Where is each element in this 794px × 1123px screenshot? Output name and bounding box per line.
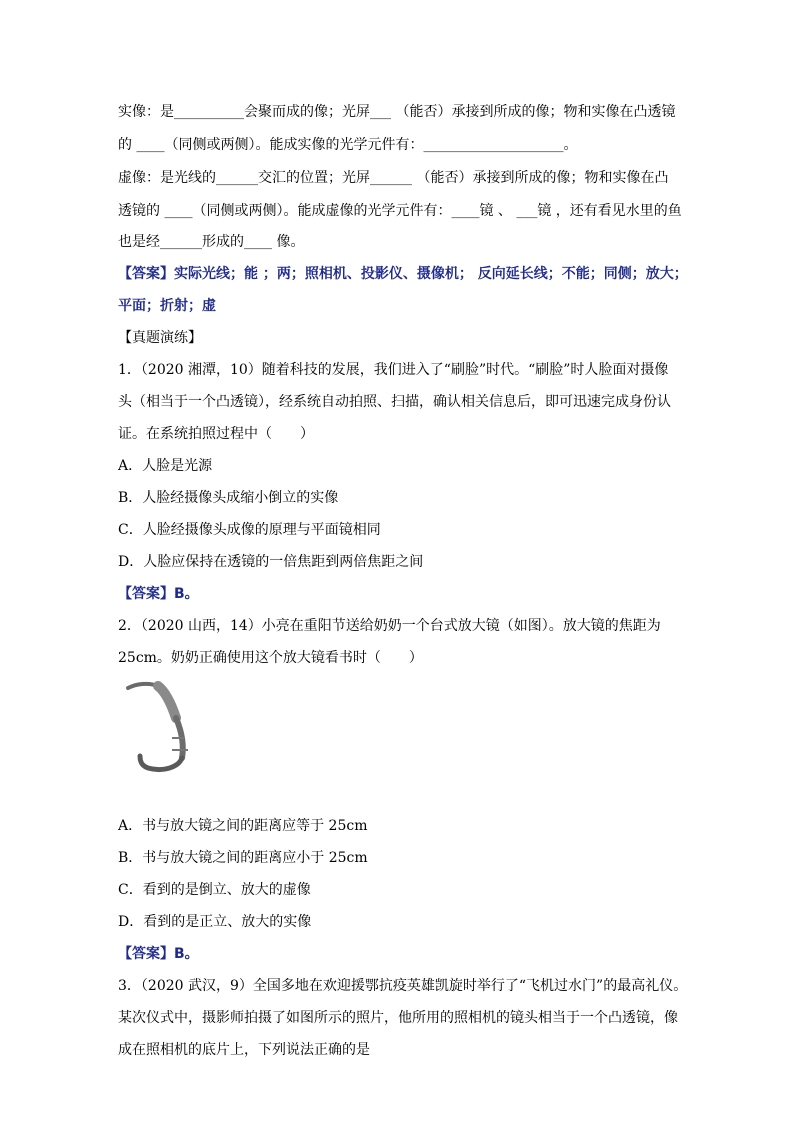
question-2-option-c: C．看到的是倒立、放大的虚像 [118,882,311,898]
question-2-option-a: A．书与放大镜之间的距离应等于 25cm [118,818,368,834]
virtual-image-fill-line-1: 虚像：是光线的______交汇的位置；光屏______ （能否）承接到所成的像；物和实像在凸 [118,170,669,186]
virtual-image-fill-line-2: 透镜的 ____（同侧或两侧）。能成虚像的光学元件有：____镜 、 ___镜 ，还有看见水里的鱼 [118,203,682,219]
virtual-image-fill-line-3: 也是经______形成的____ 像。 [118,234,305,250]
question-2-line-2: 25cm。奶奶正确使用这个放大镜看书时（ ） [118,650,423,666]
question-3-line-1: 3．（2020 武汉，9）全国多地在欢迎援鄂抗疫英雄凯旋时举行了“飞机过水门”的最高礼仪。 [118,978,688,994]
question-1-option-b: B．人脸经摄像头成缩小倒立的实像 [118,490,339,506]
question-2-option-b: B．书与放大镜之间的距离应小于 25cm [118,850,368,866]
question-1-option-c: C．人脸经摄像头成像的原理与平面镜相同 [118,522,381,538]
question-1-line-3: 证。在系统拍照过程中（ ） [118,426,314,442]
question-2-option-d: D．看到的是正立、放大的实像 [118,914,312,930]
question-3-line-3: 成在照相机的底片上，下列说法正确的是 [118,1042,370,1058]
real-image-fill-line-1: 实像：是__________会聚而成的像；光屏___ （能否）承接到所成的像；物和实像在凸透镜 [118,104,676,120]
answer-line-1: 【答案】实际光线；能 ；两；照相机、投影仪、摄像机； 反向延长线；不能；同侧；放大； [118,266,688,282]
magnifier-figure [122,680,202,776]
question-1-option-d: D．人脸应保持在透镜的一倍焦距到两倍焦距之间 [118,554,424,570]
question-2-line-1: 2．（2020 山西，14）小亮在重阳节送给奶奶一个台式放大镜（如图）。放大镜的焦距为 [118,618,661,634]
question-3-line-2: 某次仪式中，摄影师拍摄了如图所示的照片，他所用的照相机的镜头相当于一个凸透镜，像 [118,1010,678,1026]
question-1-option-a: A．人脸是光源 [118,458,213,474]
question-1-line-1: 1．（2020 湘潭，10）随着科技的发展，我们进入了“刷脸”时代。“刷脸”时人脸面对摄像 [118,362,669,378]
real-image-fill-line-2: 的 ____（同侧或两侧）。能成实像的光学元件有：____________________。 [118,137,578,153]
question-2-answer: 【答案】B。 [118,946,199,962]
question-1-answer: 【答案】B。 [118,586,199,602]
section-heading: 【真题演练】 [118,330,202,346]
question-1-line-2: 头（相当于一个凸透镜），经系统自动拍照、扫描，确认相关信息后，即可迅速完成身份认 [118,394,671,410]
answer-line-2: 平面；折射；虚 [118,298,216,314]
